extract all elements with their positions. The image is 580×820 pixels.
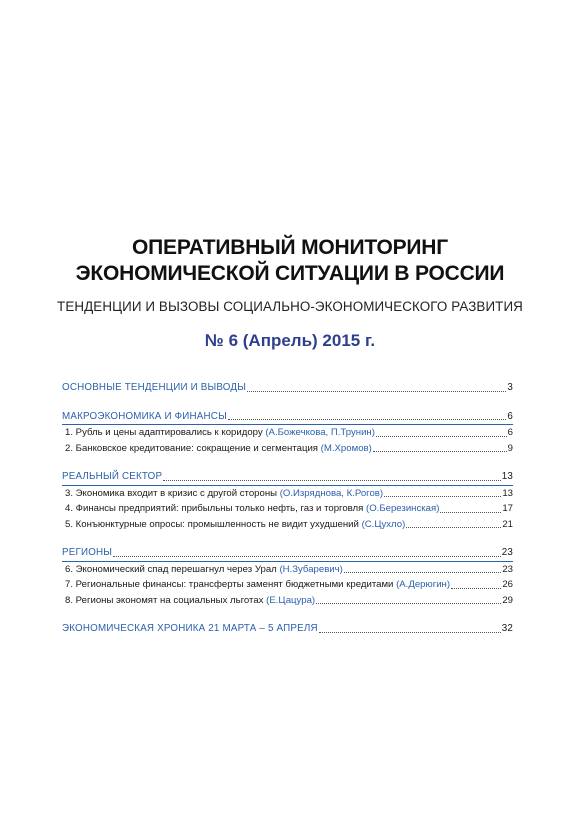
toc-item-4[interactable] xyxy=(62,501,513,517)
toc-item-title: 7. Региональные финансы: трансферты заменят бюджетными кредитами xyxy=(65,579,397,590)
toc-page-number: 32 xyxy=(501,623,513,634)
toc-dot-leader xyxy=(376,436,507,437)
toc-dot-leader xyxy=(113,556,501,557)
toc-item-6[interactable] xyxy=(62,562,513,578)
toc-section-chronicle[interactable] xyxy=(62,621,513,637)
toc-dot-leader xyxy=(344,572,501,573)
toc-item-3[interactable] xyxy=(62,486,513,502)
toc-item-2[interactable] xyxy=(62,441,513,457)
toc-item-author: (О.Изряднова, К.Рогов) xyxy=(279,487,384,499)
toc-item-author: (А.Дерюгин) xyxy=(396,579,451,590)
toc-page-number: 13 xyxy=(501,471,513,482)
toc-item-1[interactable] xyxy=(62,425,513,441)
title-line-2: ЭКОНОМИЧЕСКОЙ СИТУАЦИИ В РОССИИ xyxy=(75,262,505,285)
toc-page-number: 6 xyxy=(507,410,513,422)
toc-section-regions[interactable] xyxy=(62,545,513,561)
toc-item-8[interactable] xyxy=(62,593,513,609)
toc-page-number: 21 xyxy=(502,518,513,530)
toc-dot-leader xyxy=(440,512,501,513)
toc-section-real-sector[interactable] xyxy=(62,469,513,485)
toc-section-label: РЕАЛЬНЫЙ СЕКТОР xyxy=(62,471,163,482)
toc-dot-leader xyxy=(316,603,501,604)
toc-page-number: 23 xyxy=(502,563,513,575)
toc-dot-leader xyxy=(319,632,501,633)
toc-item-author: (М.Хромов) xyxy=(320,442,372,454)
toc-item-title: 1. Рубль и цены адаптировались к коридору xyxy=(65,427,266,438)
toc-section-label: ЭКОНОМИЧЕСКАЯ ХРОНИКА 21 МАРТА – 5 АПРЕЛЯ xyxy=(62,623,318,634)
toc-item-author: (О.Березинская) xyxy=(366,503,440,514)
toc-dot-leader xyxy=(228,419,506,420)
toc-section-macroeconomics[interactable] xyxy=(62,409,513,425)
toc-page-number: 17 xyxy=(502,503,513,514)
toc-item-title: 5. Конъюнктурные опросы: промышленность не видит ухудшений xyxy=(65,518,362,530)
toc-section-label: ОСНОВНЫЕ ТЕНДЕНЦИИ И ВЫВОДЫ xyxy=(62,382,247,393)
issue-number: № 6 (Апрель) 2015 г. xyxy=(204,331,376,350)
toc-item-author: (Н.Зубаревич) xyxy=(279,563,343,575)
toc-page-number: 26 xyxy=(502,579,513,590)
table-of-contents xyxy=(62,380,513,637)
toc-item-author: (Е.Цацура) xyxy=(266,594,316,606)
toc-item-title: 6. Экономический спад перешагнул через Урал xyxy=(65,563,280,575)
toc-item-title: 4. Финансы предприятий: прибыльны только нефть, газ и торговля xyxy=(65,503,366,514)
toc-dot-leader xyxy=(451,588,501,589)
toc-item-7[interactable] xyxy=(62,577,513,593)
toc-page-number: 23 xyxy=(501,547,513,558)
title-line-1: ОПЕРАТИВНЫЙ МОНИТОРИНГ xyxy=(132,236,448,259)
toc-dot-leader xyxy=(384,496,501,497)
toc-item-author: (А.Божечкова, П.Трунин) xyxy=(265,427,375,438)
toc-dot-leader xyxy=(373,451,507,452)
toc-dot-leader xyxy=(163,480,500,481)
toc-item-5[interactable] xyxy=(62,517,513,533)
toc-page-number: 6 xyxy=(507,427,513,438)
toc-page-number: 9 xyxy=(507,442,513,454)
subtitle: ТЕНДЕНЦИИ И ВЫЗОВЫ СОЦИАЛЬНО-ЭКОНОМИЧЕСКОГО РАЗВИТИЯ xyxy=(57,299,523,314)
toc-section-main-trends[interactable] xyxy=(62,380,513,396)
toc-dot-leader xyxy=(247,391,506,392)
toc-page-number: 13 xyxy=(502,487,513,499)
toc-item-title: 8. Регионы экономят на социальных льготах xyxy=(65,594,267,606)
toc-item-title: 3. Экономика входит в кризис с другой стороны xyxy=(65,487,280,499)
toc-section-label: РЕГИОНЫ xyxy=(62,547,113,558)
toc-page-number: 29 xyxy=(502,594,513,606)
toc-section-label: МАКРОЭКОНОМИКА И ФИНАНСЫ xyxy=(62,410,227,422)
toc-item-author: (С.Цухло) xyxy=(361,518,406,530)
toc-item-title: 2. Банковское кредитование: сокращение и сегментация xyxy=(65,442,321,454)
toc-page-number: 3 xyxy=(507,382,513,393)
toc-dot-leader xyxy=(406,527,501,528)
